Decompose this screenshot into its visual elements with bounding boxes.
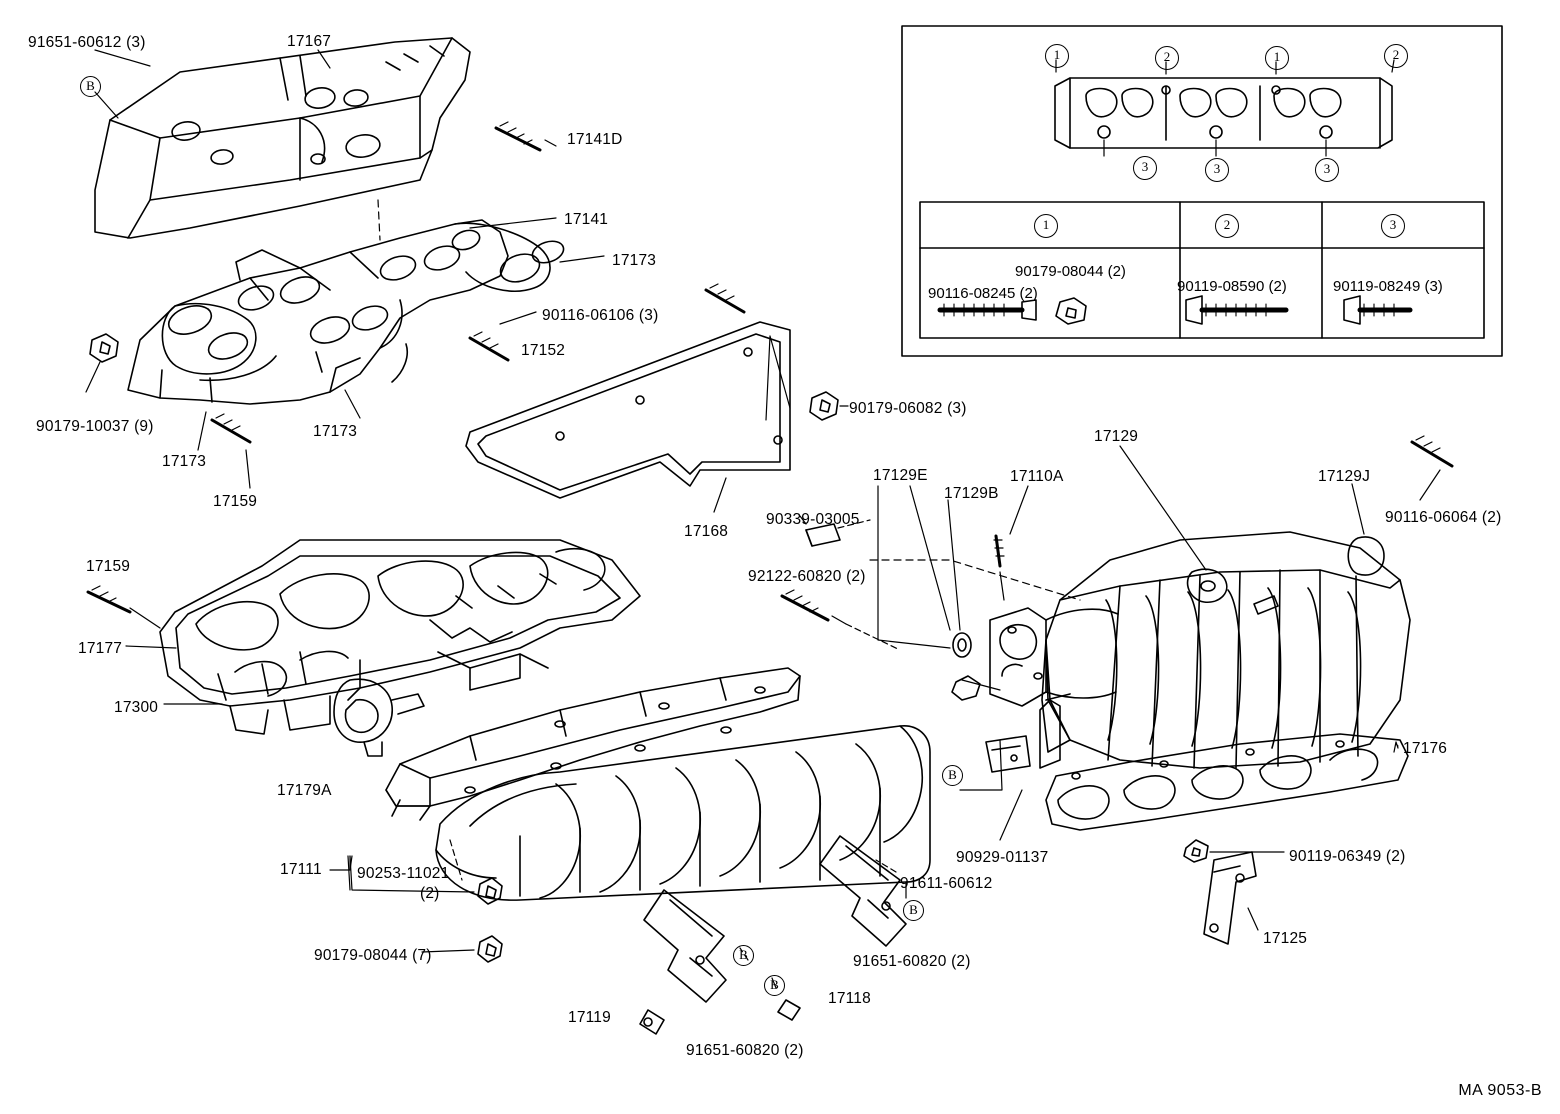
legend-mark-3b: 3 — [1205, 158, 1229, 182]
legend-mark-1a: 1 — [1045, 44, 1069, 68]
marker-b-1: B — [80, 76, 101, 97]
callout-90119-06349: 90119-06349 (2) — [1289, 848, 1406, 865]
callout-17159-b: 17159 — [86, 558, 131, 575]
callout-17119: 17119 — [568, 1009, 611, 1026]
marker-b-3: B — [903, 900, 924, 921]
callout-90179-08044: 90179-08044 (7) — [314, 947, 432, 964]
legend-table-header-3: 3 — [1381, 214, 1405, 238]
callout-90116-06106: 90116-06106 (3) — [542, 307, 659, 324]
callout-17141: 17141 — [564, 211, 609, 228]
callout-17177: 17177 — [78, 640, 123, 657]
callout-17167: 17167 — [287, 33, 332, 50]
legend-mark-3c: 3 — [1315, 158, 1339, 182]
callout-90179-06082: 90179-06082 (3) — [849, 400, 967, 417]
callout-90253-11021: 90253-11021 — [357, 865, 450, 882]
callout-17300: 17300 — [114, 699, 159, 716]
legend-part-2a: 90119-08590 (2) — [1177, 278, 1287, 295]
callout-17173-c: 17173 — [162, 453, 207, 470]
callout-17129E: 17129E — [873, 467, 928, 484]
callout-91611-60612: 91611-60612 — [900, 875, 993, 892]
callout-90929-01137: 90929-01137 — [956, 849, 1049, 866]
callout-17110A: 17110A — [1010, 468, 1064, 485]
callout-91651-60820-a: 91651-60820 (2) — [686, 1042, 804, 1059]
marker-b-5: B — [764, 975, 785, 996]
legend-mark-2a: 2 — [1155, 46, 1179, 70]
legend-mark-1b: 2 — [1384, 44, 1408, 68]
callout-17173-b: 17173 — [313, 423, 358, 440]
callout-90179-10037: 90179-10037 (9) — [36, 418, 154, 435]
callout-90116-06064: 90116-06064 (2) — [1385, 509, 1502, 526]
legend-table-header-1: 1 — [1034, 214, 1058, 238]
callout-17152: 17152 — [521, 342, 566, 359]
callout-17159-a: 17159 — [213, 493, 258, 510]
callout-90339-03005: 90339-03005 — [766, 511, 860, 528]
callout-17118: 17118 — [828, 990, 871, 1007]
callout-17141D: 17141D — [567, 131, 623, 148]
callout-17111: 17111 — [280, 861, 322, 878]
callout-17125: 17125 — [1263, 930, 1308, 947]
callout-92122-60820: 92122-60820 (2) — [748, 568, 866, 585]
callout-17129B: 17129B — [944, 485, 999, 502]
callout-91651-60612: 91651-60612 (3) — [28, 34, 146, 51]
legend-part-3a: 90119-08249 (3) — [1333, 278, 1443, 295]
legend-part-1b: 90116-08245 (2) — [928, 285, 1038, 302]
legend-part-1a: 90179-08044 (2) — [1015, 263, 1126, 280]
drawing-code: MA 9053-B — [1458, 1082, 1542, 1099]
callout-17168: 17168 — [684, 523, 729, 540]
legend-mark-3a: 3 — [1133, 156, 1157, 180]
callout-17129: 17129 — [1094, 428, 1139, 445]
legend-mark-2b: 1 — [1265, 46, 1289, 70]
callout-90253-qty: (2) — [420, 885, 440, 902]
callout-17179A: 17179A — [277, 782, 332, 799]
callout-17173-a: 17173 — [612, 252, 657, 269]
callout-17129J: 17129J — [1318, 468, 1371, 485]
marker-b-4: B — [733, 945, 754, 966]
callout-17176: 17176 — [1403, 740, 1448, 757]
legend-table-header-2: 2 — [1215, 214, 1239, 238]
callout-91651-60820-b: 91651-60820 (2) — [853, 953, 971, 970]
marker-b-2: B — [942, 765, 963, 786]
